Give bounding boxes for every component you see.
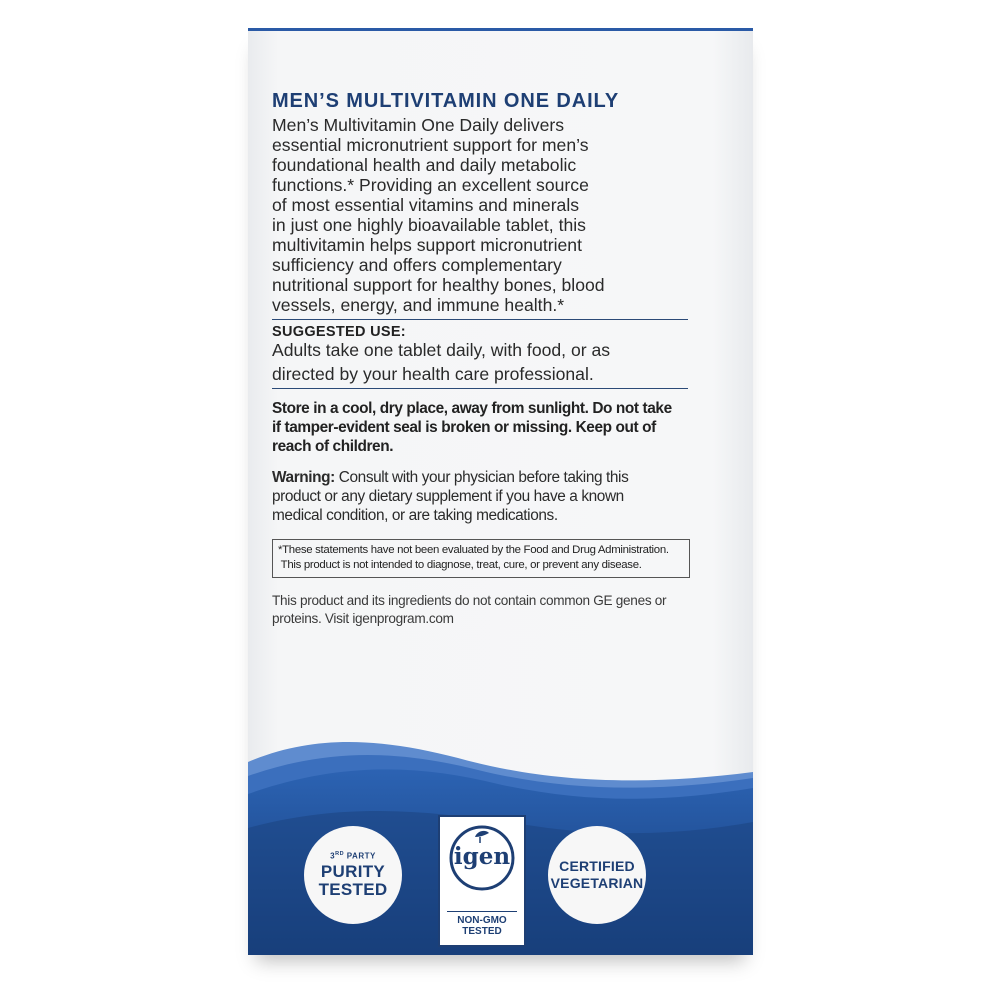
product-description	[272, 115, 692, 315]
description-line: in just one highly bioavailable tablet, this	[272, 215, 586, 235]
warning-text	[272, 468, 692, 525]
description-line: foundational health and daily metabolic	[272, 155, 577, 175]
description-line: functions.* Providing an excellent source	[272, 175, 589, 195]
ge-statement	[272, 592, 692, 628]
suggested-use-heading: SUGGESTED USE:	[272, 324, 406, 340]
storage-line: reach of children.	[272, 438, 394, 455]
description-line: Men’s Multivitamin One Daily delivers	[272, 115, 565, 135]
igen-label	[447, 911, 517, 937]
badge-text: NON-GMO	[457, 915, 507, 926]
warning-line: Consult with your physician before taking this	[334, 469, 629, 486]
fda-disclaimer-line: This product is not intended to diagnose, treat, cure, or prevent any disease.	[278, 559, 642, 571]
badge-small-text: PARTY	[344, 851, 376, 861]
description-line: multivitamin helps support micronutrient	[272, 235, 582, 255]
divider-rule	[272, 388, 688, 389]
storage-instructions	[272, 399, 692, 456]
badge-small-text: 3	[330, 851, 336, 861]
suggested-use-line: directed by your health care professional.	[272, 364, 594, 384]
description-line: nutritional support for healthy bones, blood	[272, 275, 605, 295]
badge-text: TESTED	[318, 879, 388, 899]
divider-rule	[272, 319, 688, 320]
storage-line: Store in a cool, dry place, away from sunlight. Do not take	[272, 400, 672, 417]
badge-text: TESTED	[462, 926, 502, 937]
badge-text: PURITY	[320, 861, 386, 881]
description-line: sufficiency and offers complementary	[272, 255, 562, 275]
suggested-use-line: Adults take one tablet daily, with food, or as	[272, 340, 611, 360]
warning-line: product or any dietary supplement if you have a known	[272, 488, 624, 505]
igen-non-gmo-badge	[438, 815, 526, 947]
fda-disclaimer-box	[272, 539, 690, 578]
badge-superscript: RD	[335, 851, 345, 858]
badge-text: VEGETARIAN	[550, 875, 644, 891]
purity-tested-badge	[304, 826, 402, 924]
igen-logo	[447, 823, 517, 893]
description-line: vessels, energy, and immune health.*	[272, 295, 565, 315]
description-line: of most essential vitamins and minerals	[272, 195, 580, 215]
product-title: MEN’S MULTIVITAMIN ONE DAILY	[272, 90, 620, 112]
warning-label: Warning:	[272, 469, 335, 486]
box-top-edge	[248, 28, 753, 31]
ge-statement-line: This product and its ingredients do not contain common GE genes or	[272, 593, 667, 608]
badge-text: CERTIFIED	[559, 858, 635, 874]
fda-disclaimer-line: *These statements have not been evaluated by the Food and Drug Administration.	[278, 544, 669, 556]
igen-wordmark: igen	[453, 843, 511, 870]
storage-line: if tamper-evident seal is broken or missing. Keep out of	[272, 419, 656, 436]
product-box-back-panel	[248, 28, 753, 955]
warning-line: medical condition, or are taking medications.	[272, 507, 558, 524]
ge-statement-line: proteins. Visit igenprogram.com	[272, 611, 454, 626]
description-line: essential micronutrient support for men’s	[272, 135, 589, 155]
label-text-area	[272, 90, 692, 628]
certified-vegetarian-badge	[548, 826, 646, 924]
